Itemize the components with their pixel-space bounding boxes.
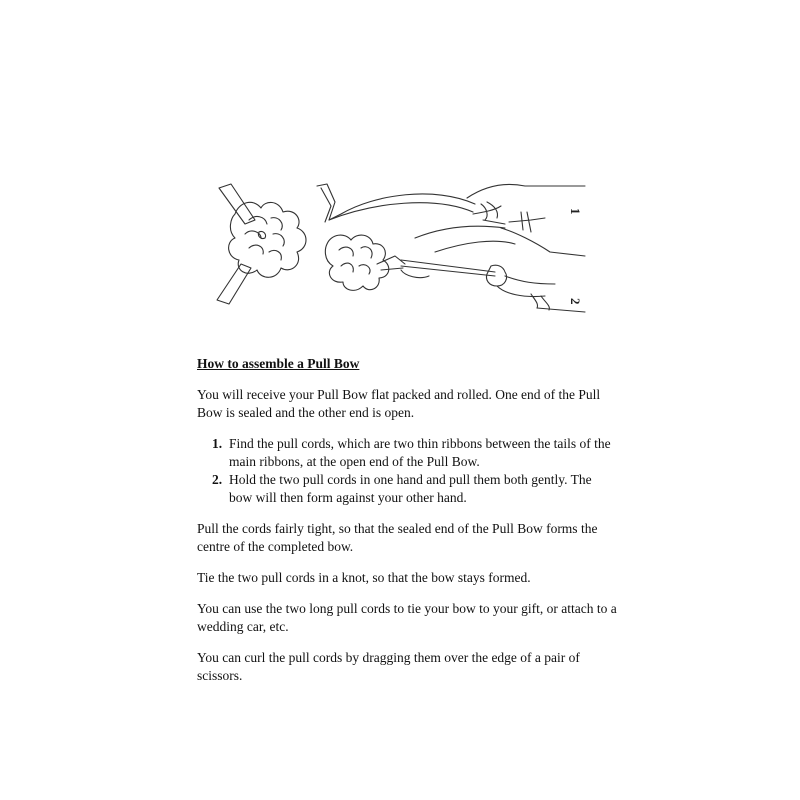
step-text: Hold the two pull cords in one hand and pull them both gently. The bow will then form against your other hand. xyxy=(229,472,592,505)
step-item-2 xyxy=(197,471,617,507)
step-text: Find the pull cords, which are two thin ribbons between the tails of the main ribbons, at the open end of the Pull Bow. xyxy=(229,436,611,469)
paragraph-curl-cords: You can curl the pull cords by dragging them over the edge of a pair of scissors. xyxy=(197,650,580,683)
forming-bow-figure xyxy=(325,226,585,312)
document-heading: How to assemble a Pull Bow xyxy=(197,356,360,371)
intro-paragraph: You will receive your Pull Bow flat packed and rolled. One end of the Pull Bow is sealed and the other end is open. xyxy=(197,387,601,420)
paragraph-pull-tight: Pull the cords fairly tight, so that the sealed end of the Pull Bow forms the centre of the completed bow. xyxy=(197,521,598,554)
step-number: 1. xyxy=(212,436,223,451)
flat-ribbon-figure xyxy=(317,184,585,256)
paragraph-attach-gift: You can use the two long pull cords to tie your bow to your gift, or attach to a wedding car, etc. xyxy=(197,601,617,634)
step-marker-2: 2 xyxy=(568,298,583,305)
paragraph-tie-knot: Tie the two pull cords in a knot, so that the bow stays formed. xyxy=(197,570,531,585)
step-marker-1: 1 xyxy=(568,208,583,215)
step-item-1 xyxy=(197,435,617,471)
pull-bow-illustration xyxy=(205,172,590,322)
steps-list xyxy=(197,435,617,507)
finished-bow-figure xyxy=(217,184,306,304)
instructions-document xyxy=(197,355,617,698)
step-number: 2. xyxy=(212,472,223,487)
pull-bow-drawing xyxy=(205,172,590,322)
